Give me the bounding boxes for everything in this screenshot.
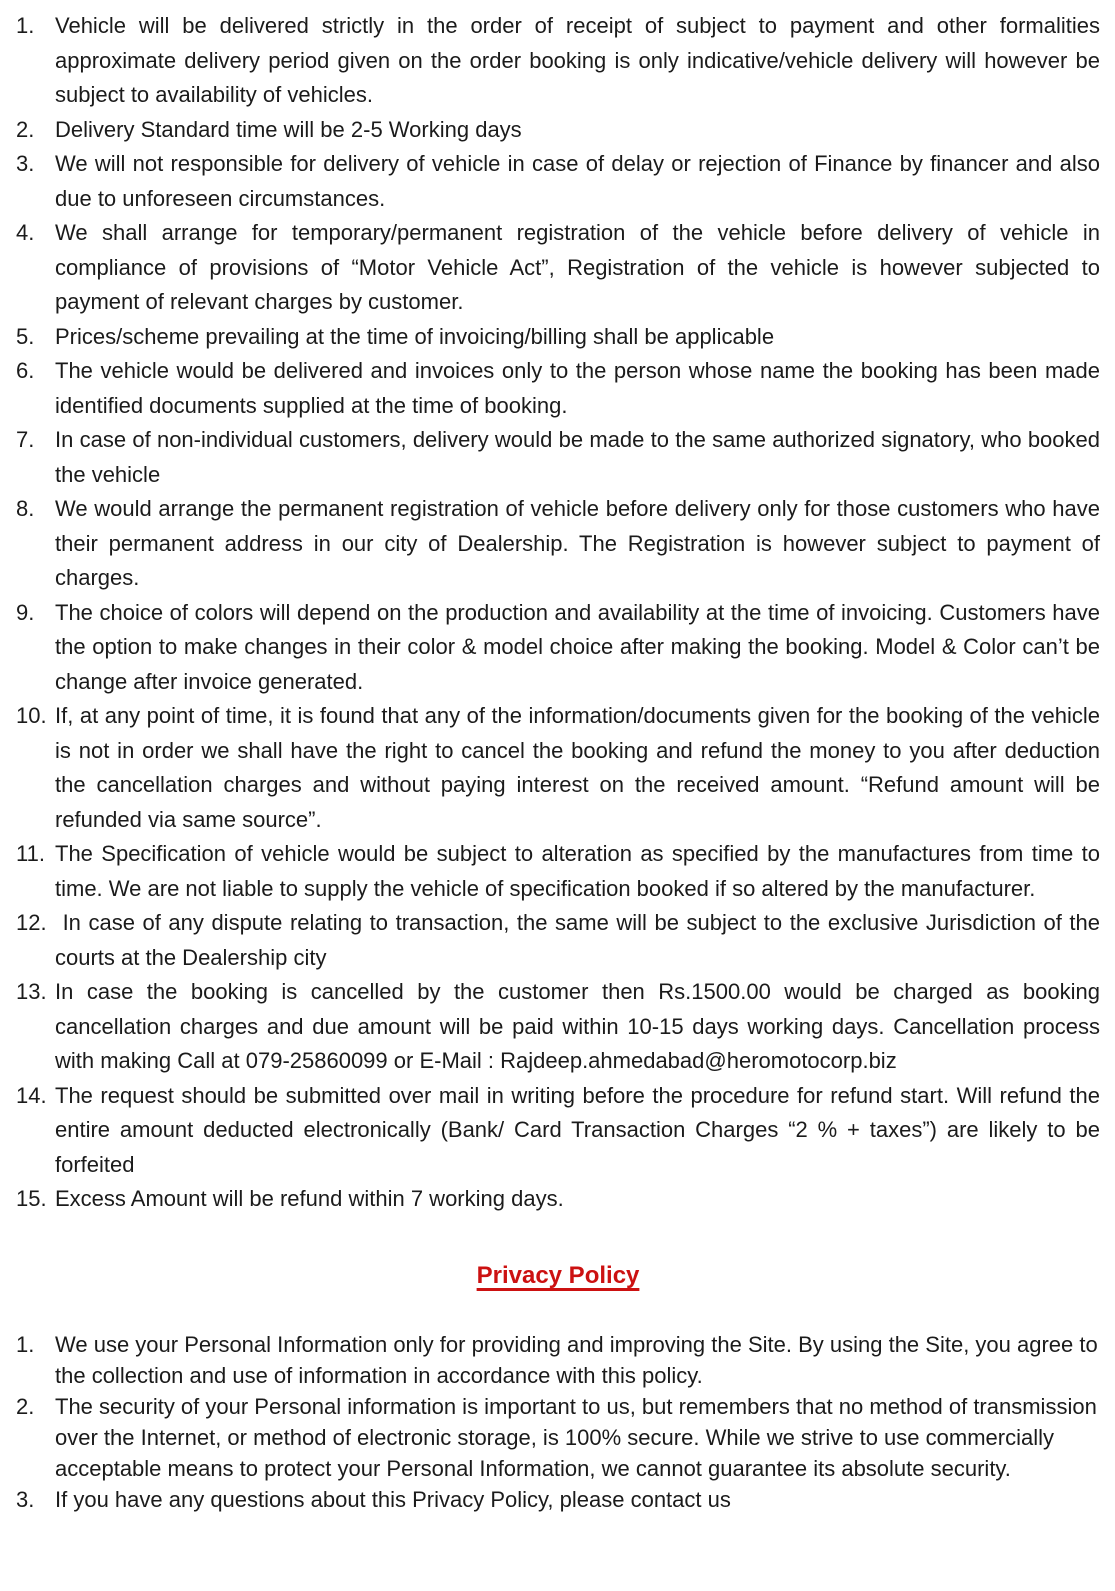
terms-item xyxy=(16,216,1100,320)
item-number: 6. xyxy=(16,358,35,383)
terms-item xyxy=(16,699,1100,837)
item-number: 13. xyxy=(16,979,47,1004)
item-text: We shall arrange for temporary/permanent registration of the vehicle before delivery of vehicle in compliance of provisions of “Motor Vehicle Act”, Registration of the vehicle is however subjected to payment of relevant charges by customer. xyxy=(55,220,1100,314)
terms-item xyxy=(16,113,1100,148)
privacy-item xyxy=(16,1391,1100,1484)
item-text: The vehicle would be delivered and invoices only to the person whose name the booking has been made identified documents supplied at the time of booking. xyxy=(55,358,1100,418)
item-text: We use your Personal Information only for providing and improving the Site. By using the Site, you agree to the collection and use of information in accordance with this policy. xyxy=(55,1331,1098,1388)
item-number: 2. xyxy=(16,1393,35,1419)
terms-item xyxy=(16,147,1100,216)
terms-list xyxy=(16,9,1100,1217)
item-text: Vehicle will be delivered strictly in the order of receipt of subject to payment and other formalities approximate delivery period given on the order booking is only indicative/vehicle delivery will however be subject to availability of vehicles. xyxy=(55,13,1100,107)
terms-item xyxy=(16,423,1100,492)
item-number: 5. xyxy=(16,323,35,349)
item-text: If, at any point of time, it is found that any of the information/documents given for the booking of the vehicle is not in order we shall have the right to cancel the booking and refund the money to you after deduction the cancellation charges and without paying interest on the received amount. “Refund amount will be refunded via same source”. xyxy=(55,703,1100,832)
terms-item xyxy=(16,906,1100,975)
item-text: Delivery Standard time will be 2-5 Working days xyxy=(55,116,522,142)
item-text: If you have any questions about this Privacy Policy, please contact us xyxy=(55,1486,731,1512)
item-text: We would arrange the permanent registration of vehicle before delivery only for those customers who have their permanent address in our city of Dealership. The Registration is however subject to payment of charges. xyxy=(55,496,1100,590)
terms-item xyxy=(16,492,1100,596)
privacy-policy-heading: Privacy Policy xyxy=(476,1261,640,1289)
item-number: 3. xyxy=(16,151,35,176)
item-text: Excess Amount will be refund within 7 working days. xyxy=(55,1186,564,1211)
item-number: 1. xyxy=(16,1331,35,1357)
item-text: In case of any dispute relating to transaction, the same will be subject to the exclusive Jurisdiction of the courts at the Dealership city xyxy=(55,910,1100,970)
terms-item xyxy=(16,837,1100,906)
item-number: 8. xyxy=(16,496,35,521)
item-number: 12. xyxy=(16,910,47,935)
item-text: The Specification of vehicle would be subject to alteration as specified by the manufactures from time to time. We are not liable to supply the vehicle of specification booked if so altered by the manufacturer. xyxy=(55,841,1100,901)
item-text: In case the booking is cancelled by the customer then Rs.1500.00 would be charged as booking cancellation charges and due amount will be paid within 10-15 days working days. Cancellation process with making Call at 079-25860099 or E-Mail : Rajdeep.ahmedabad@heromotocorp.biz xyxy=(55,979,1100,1073)
item-number: 1. xyxy=(16,13,35,38)
terms-item xyxy=(16,320,1100,355)
terms-item xyxy=(16,9,1100,113)
item-text: We will not responsible for delivery of vehicle in case of delay or rejection of Finance by financer and also due to unforeseen circumstances. xyxy=(55,151,1100,211)
item-number: 14. xyxy=(16,1082,47,1108)
item-text: The request should be submitted over mail in writing before the procedure for refund start. Will refund the entire amount deducted electronically (Bank/ Card Transaction Charges “2 % + taxes”) are likely to be forfeited xyxy=(55,1082,1100,1177)
terms-item xyxy=(16,1182,1100,1217)
item-number: 7. xyxy=(16,427,35,452)
terms-item xyxy=(16,975,1100,1079)
terms-item xyxy=(16,596,1100,700)
item-text: Prices/scheme prevailing at the time of invoicing/billing shall be applicable xyxy=(55,323,775,349)
item-number: 11. xyxy=(16,841,45,866)
privacy-item xyxy=(16,1329,1100,1391)
item-number: 9. xyxy=(16,599,35,625)
item-number: 3. xyxy=(16,1486,35,1512)
privacy-policy-list xyxy=(16,1329,1100,1515)
item-number: 15. xyxy=(16,1186,47,1211)
item-number: 2. xyxy=(16,116,35,142)
terms-item xyxy=(16,354,1100,423)
terms-item xyxy=(16,1079,1100,1183)
item-text: In case of non-individual customers, delivery would be made to the same authorized signatory, who booked the vehicle xyxy=(55,427,1100,487)
item-number: 4. xyxy=(16,220,35,245)
item-text: The choice of colors will depend on the production and availability at the time of invoicing. Customers have the option to make changes in their color & model choice after making the booking. Model & Color can’t be change after invoice generated. xyxy=(55,599,1100,694)
item-number: 10. xyxy=(16,703,47,728)
privacy-item xyxy=(16,1484,1100,1515)
item-text: The security of your Personal information is important to us, but remembers that no method of transmission over the Internet, or method of electronic storage, is 100% secure. While we strive to use commercially acceptable means to protect your Personal Information, we cannot guarantee its absolute security. xyxy=(55,1393,1097,1481)
